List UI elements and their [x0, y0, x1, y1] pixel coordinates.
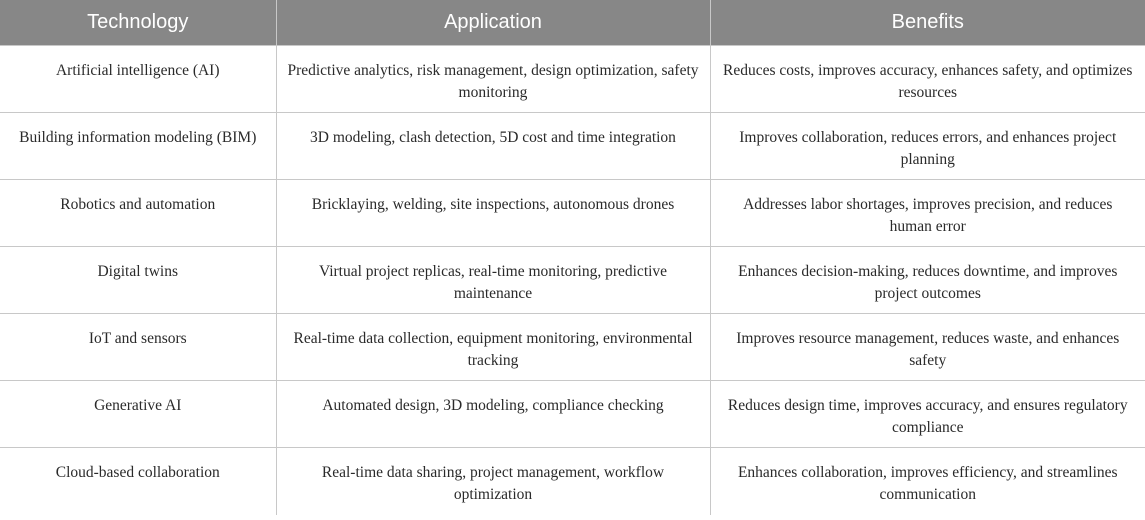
header-row — [0, 0, 1145, 46]
cell-benefits: Enhances collaboration, improves efficiency, and streamlines communication — [710, 448, 1145, 515]
cell-application: 3D modeling, clash detection, 5D cost and time integration — [276, 113, 710, 180]
cell-application: Automated design, 3D modeling, compliance checking — [276, 381, 710, 448]
cell-technology: Building information modeling (BIM) — [0, 113, 276, 180]
cell-technology: Artificial intelligence (AI) — [0, 46, 276, 113]
table-row — [0, 180, 1145, 247]
cell-benefits: Reduces costs, improves accuracy, enhances safety, and optimizes resources — [710, 46, 1145, 113]
cell-application: Predictive analytics, risk management, design optimization, safety monitoring — [276, 46, 710, 113]
header-benefits: Benefits — [710, 0, 1145, 46]
cell-benefits: Enhances decision-making, reduces downtime, and improves project outcomes — [710, 247, 1145, 314]
header-application: Application — [276, 0, 710, 46]
cell-technology: Robotics and automation — [0, 180, 276, 247]
table-row — [0, 113, 1145, 180]
cell-technology: IoT and sensors — [0, 314, 276, 381]
cell-technology: Digital twins — [0, 247, 276, 314]
cell-benefits: Improves resource management, reduces waste, and enhances safety — [710, 314, 1145, 381]
table-row — [0, 314, 1145, 381]
cell-technology: Generative AI — [0, 381, 276, 448]
cell-benefits: Addresses labor shortages, improves precision, and reduces human error — [710, 180, 1145, 247]
header-technology: Technology — [0, 0, 276, 46]
table-body — [0, 46, 1145, 515]
cell-benefits: Improves collaboration, reduces errors, and enhances project planning — [710, 113, 1145, 180]
cell-application: Virtual project replicas, real-time monitoring, predictive maintenance — [276, 247, 710, 314]
cell-application: Real-time data collection, equipment monitoring, environmental tracking — [276, 314, 710, 381]
table-row — [0, 247, 1145, 314]
table-row — [0, 381, 1145, 448]
cell-benefits: Reduces design time, improves accuracy, and ensures regulatory compliance — [710, 381, 1145, 448]
cell-technology: Cloud-based collaboration — [0, 448, 276, 515]
cell-application: Real-time data sharing, project management, workflow optimization — [276, 448, 710, 515]
table-row — [0, 46, 1145, 113]
table-row — [0, 448, 1145, 515]
cell-application: Bricklaying, welding, site inspections, autonomous drones — [276, 180, 710, 247]
table-header — [0, 0, 1145, 46]
